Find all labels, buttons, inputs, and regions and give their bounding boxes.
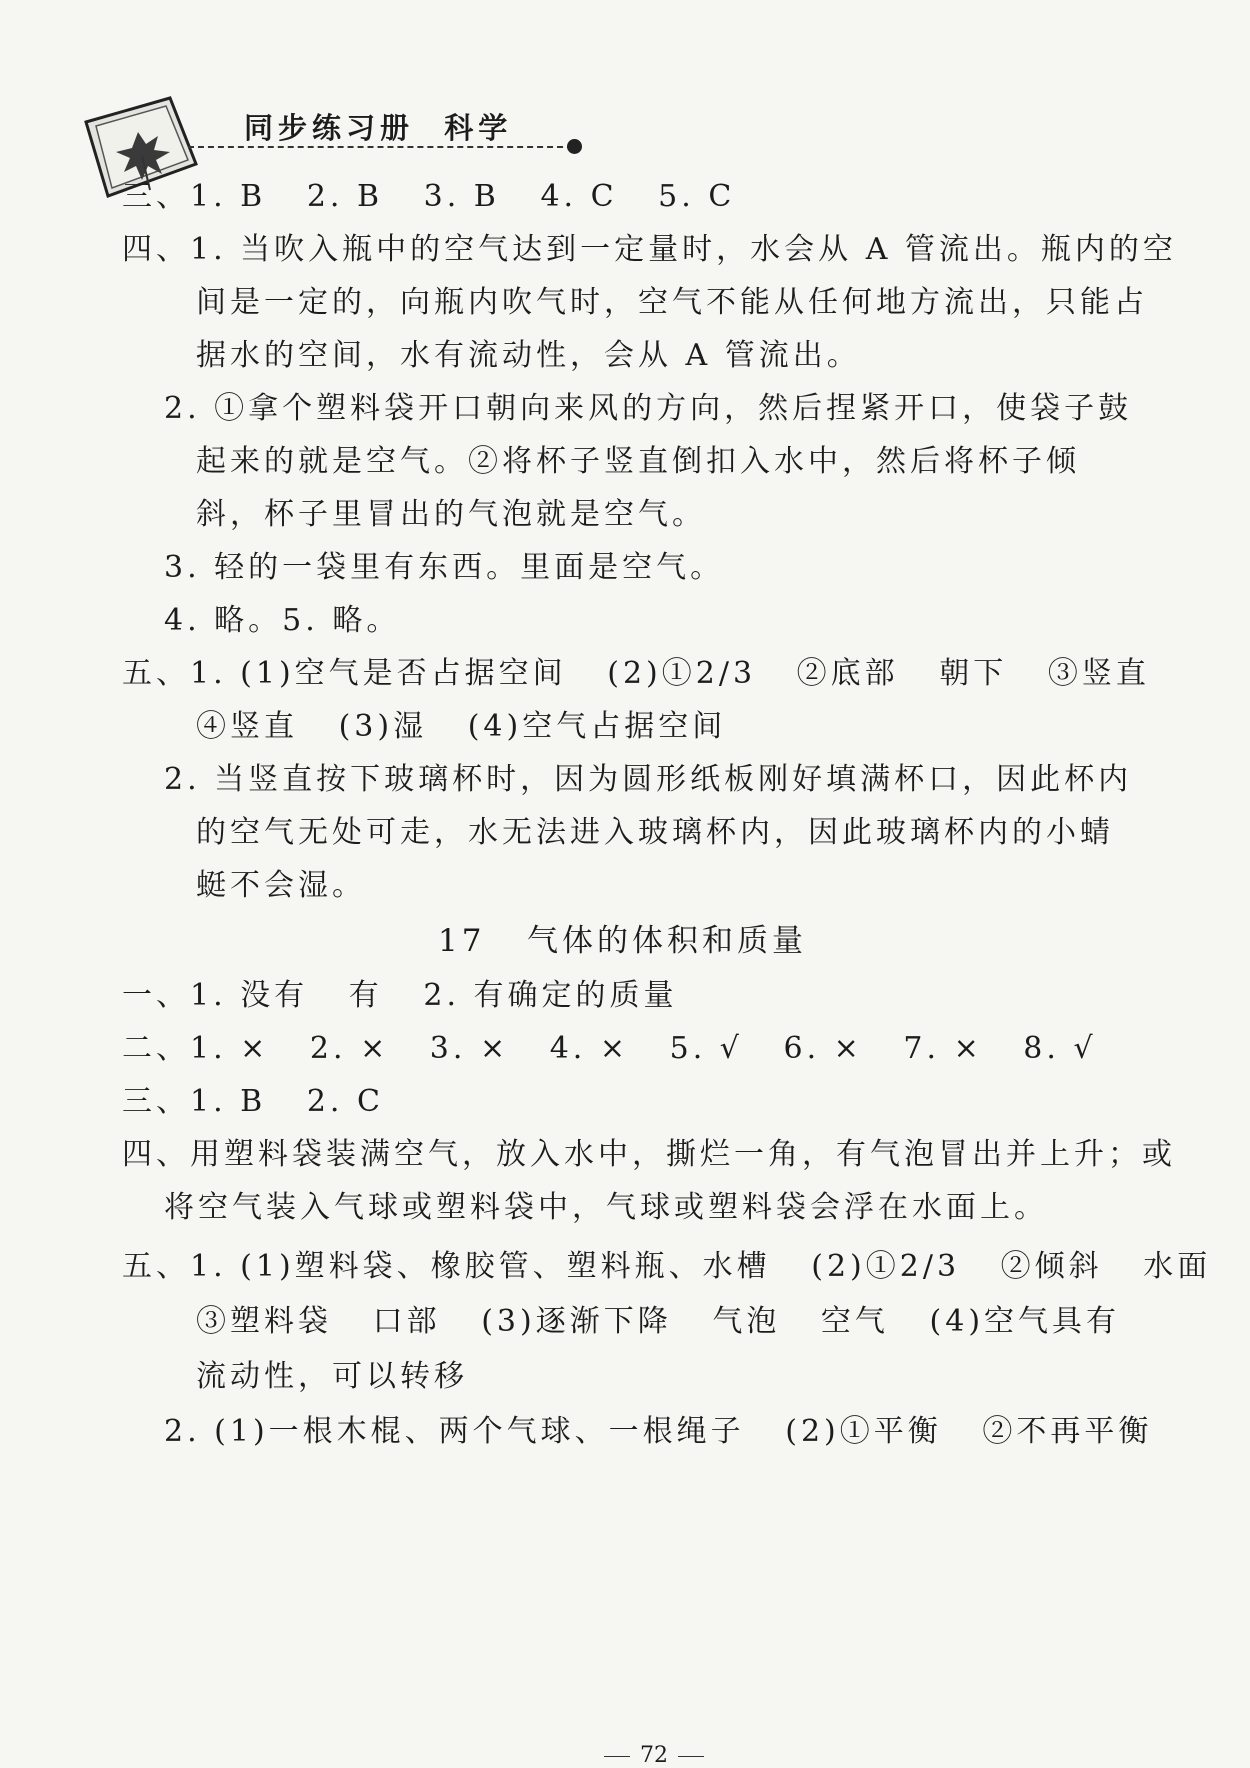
- answer-line: 起来的就是空气。②将杯子竖直倒扣入水中，然后将杯子倾: [196, 444, 1080, 479]
- answer-line: 斜，杯子里冒出的气泡就是空气。: [196, 497, 706, 532]
- answer-line: 五、1. (1)塑料袋、橡胶管、塑料瓶、水槽 (2)①2/3 ②倾斜 水面: [122, 1249, 1212, 1284]
- answer-line: 四、1. 当吹入瓶中的空气达到一定量时，水会从 A 管流出。瓶内的空: [122, 232, 1177, 267]
- answer-line: 的空气无处可走，水无法进入玻璃杯内，因此玻璃杯内的小蜻: [196, 815, 1114, 850]
- answer-line: 2. 当竖直按下玻璃杯时，因为圆形纸板刚好填满杯口，因此杯内: [164, 762, 1133, 797]
- answer-line: ③塑料袋 口部 (3)逐渐下降 气泡 空气 (4)空气具有: [196, 1304, 1121, 1339]
- answer-line: 五、1. (1)空气是否占据空间 (2)①2/3 ②底部 朝下 ③竖直: [122, 656, 1150, 691]
- answer-line: 将空气装入气球或塑料袋中，气球或塑料袋会浮在水面上。: [164, 1190, 1048, 1225]
- page-number-value: 72: [640, 1743, 668, 1768]
- answer-line: 3. 轻的一袋里有东西。里面是空气。: [164, 550, 725, 585]
- page-number: [580, 1718, 714, 1768]
- answer-line: 一、1. 没有 有 2. 有确定的质量: [122, 978, 678, 1013]
- answer-line: 蜓不会湿。: [196, 868, 366, 903]
- answer-line: 间是一定的，向瓶内吹气时，空气不能从任何地方流出，只能占: [196, 285, 1148, 320]
- answer-line: 据水的空间，水有流动性，会从 A 管流出。: [196, 338, 861, 373]
- header-divider: [188, 146, 573, 148]
- answer-line: 三、1. B 2. B 3. B 4. C 5. C: [122, 179, 736, 214]
- answer-line: 2. ①拿个塑料袋开口朝向来风的方向，然后捏紧开口，使袋子鼓: [164, 391, 1133, 426]
- answer-line: 2. (1)一根木棍、两个气球、一根绳子 (2)①平衡 ②不再平衡: [164, 1414, 1153, 1449]
- answer-line: 四、用塑料袋装满空气，放入水中，撕烂一角，有气泡冒出并上升；或: [122, 1137, 1176, 1172]
- answer-line: 三、1. B 2. C: [122, 1084, 384, 1119]
- answer-line: ④竖直 (3)湿 (4)空气占据空间: [196, 709, 727, 744]
- header-bullet: [567, 139, 582, 154]
- answer-line: 4. 略。5. 略。: [164, 603, 401, 638]
- section-title: 17 气体的体积和质量: [438, 923, 808, 959]
- page-number-dash-right: [678, 1756, 704, 1757]
- header-title: 同步练习册 科学: [244, 111, 513, 145]
- page-number-dash-left: [604, 1756, 630, 1757]
- answer-line: 二、1. × 2. × 3. × 4. × 5. √ 6. × 7. × 8. √: [122, 1031, 1097, 1066]
- answer-line: 流动性，可以转移: [196, 1359, 468, 1394]
